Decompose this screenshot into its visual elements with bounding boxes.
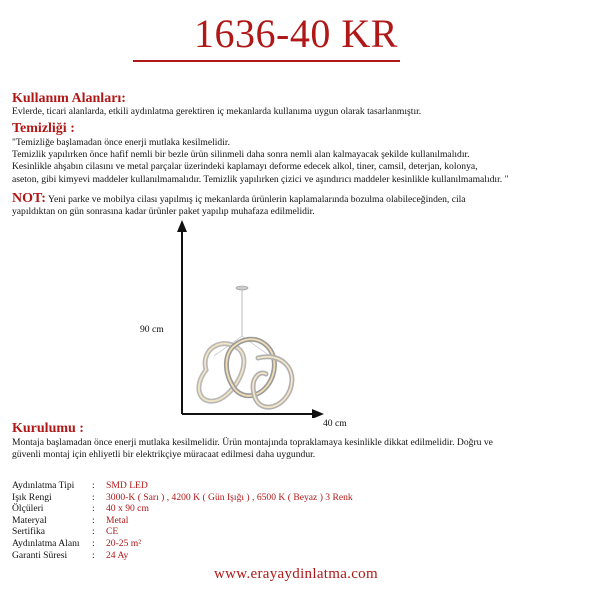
spec-row bbox=[12, 503, 353, 515]
width-dimension-label: 40 cm bbox=[323, 418, 347, 429]
installation-line: Montaja başlamadan önce enerji mutlaka kesilmelidir. Ürün montajında topraklamaya kesinlikle dikkat edilmelidir. Doğru ve bbox=[12, 437, 493, 448]
height-dimension-label: 90 cm bbox=[140, 324, 164, 335]
spec-value: CE bbox=[106, 526, 119, 538]
spec-sep: : bbox=[92, 480, 95, 491]
note-block bbox=[12, 193, 466, 218]
cleaning-line: Temizlik yapılırken önce hafif nemli bir bezle ürün silinmeli daha sonra nemli alan kalmayacak şekilde kullanılmalıdır. bbox=[12, 149, 470, 161]
spec-sep: : bbox=[92, 537, 95, 549]
spec-row bbox=[12, 538, 353, 550]
spec-key: Işık Rengi bbox=[12, 491, 52, 503]
installation-text bbox=[12, 437, 493, 461]
spec-value: 40 x 90 cm bbox=[106, 503, 149, 515]
spec-row bbox=[12, 492, 353, 504]
spec-value: 20-25 m² bbox=[106, 537, 142, 549]
spec-sep: : bbox=[92, 514, 95, 526]
product-code-title: 1636-40 KR bbox=[194, 11, 398, 56]
note-line-1 bbox=[12, 193, 466, 206]
spec-key: Sertifika bbox=[12, 526, 46, 538]
spec-key: Aydınlatma Tipi bbox=[12, 480, 75, 491]
spec-table bbox=[12, 480, 353, 561]
spec-row bbox=[12, 526, 353, 538]
spec-key: Aydınlatma Alanı bbox=[12, 537, 80, 549]
spec-key: Materyal bbox=[12, 514, 47, 526]
chandelier-icon bbox=[199, 339, 292, 407]
note-label: NOT: bbox=[12, 191, 46, 206]
spec-row bbox=[12, 550, 353, 562]
spec-value: 3000-K ( Sarı ) , 4200 K ( Gün Işığı ) , 6500 K ( Beyaz ) 3 Renk bbox=[106, 491, 353, 503]
spec-row bbox=[12, 480, 353, 492]
canopy-icon bbox=[236, 286, 248, 290]
cleaning-line: Kesinlikle ahşabın cilasını ve metal parçalar üzerindeki kaplamayı deforme edecek alkol, tiner, camsil, deterjan, kolonya, bbox=[12, 161, 478, 173]
usage-heading: Kullanım Alanları: bbox=[12, 91, 126, 106]
website-link[interactable]: www.erayaydinlatma.com bbox=[214, 566, 378, 582]
note-line-2: yapıldıktan on gün sonrasına kadar ürünler paket yapılıp muhafaza edilmelidir. bbox=[12, 206, 315, 218]
cleaning-line: aseton, gibi kimyevi maddeler kullanılmamalıdır. Temizlik yapılırken çizici ve aşındırıcı maddeler kesinlikle kullanılmamalıdır. " bbox=[12, 173, 509, 185]
product-illustration bbox=[130, 218, 330, 418]
spec-key: Ölçüleri bbox=[12, 503, 44, 515]
installation-line: güvenli montaj için ehliyetli bir elektrikçiye müracaat edilmesi daha uygundur. bbox=[12, 449, 316, 461]
spec-sep: : bbox=[92, 491, 95, 503]
usage-text: Evlerde, ticari alanlarda, etkili aydınlatma gerektiren iç mekanlarda kullanıma uygun olarak tasarlanmıştır. bbox=[12, 106, 422, 117]
height-arrow-head bbox=[177, 220, 187, 232]
title-underline bbox=[133, 60, 400, 62]
cleaning-line: "Temizliğe başlamadan önce enerji mutlaka kesilmelidir. bbox=[12, 137, 230, 148]
width-arrow-head bbox=[312, 409, 324, 418]
cleaning-heading: Temizliği : bbox=[12, 121, 75, 136]
spec-row bbox=[12, 515, 353, 527]
cleaning-text bbox=[12, 137, 508, 186]
spec-key: Garanti Süresi bbox=[12, 549, 68, 561]
spec-sep: : bbox=[92, 503, 95, 515]
spec-value: 24 Ay bbox=[106, 549, 129, 561]
note-text: Yeni parke ve mobilya cilası yapılmış iç mekanlarda ürünlerin kaplamalarında bozulma olabileceğinden, cila bbox=[48, 194, 466, 205]
spec-sep: : bbox=[92, 549, 95, 561]
spec-value: SMD LED bbox=[106, 480, 148, 491]
spec-value: Metal bbox=[106, 514, 129, 526]
spec-sep: : bbox=[92, 526, 95, 538]
installation-heading: Kurulumu : bbox=[12, 421, 84, 436]
